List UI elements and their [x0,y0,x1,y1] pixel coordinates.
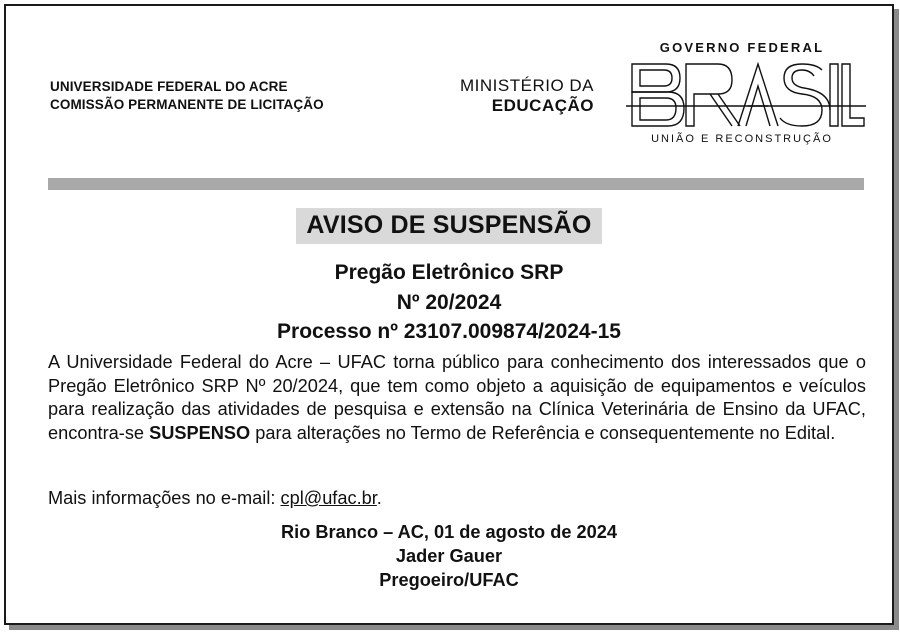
suspended-emphasis: SUSPENSO [149,422,251,443]
body-text-part2: para alterações no Termo de Referência e consequentemente no Edital. [250,422,836,443]
body-text-part1: A Universidade Federal do Acre – UFAC torna público para conhecimento dos interessados que o Pregão Eletrônico SRP Nº 20/2024, que tem como objeto a aquisição de equipamentos e veículos para realização das atividades de pesquisa e extensão na Clínica Veterinária de Ensino da UFAC, encontra-se [48,352,866,443]
ministry-education: EDUCAÇÃO [491,96,595,115]
notice-title: AVISO DE SUSPENSÃO [296,208,601,244]
more-info-period: . [376,488,382,508]
notice-body [48,351,866,445]
signer-name: Jader Gauer [395,546,503,566]
header-divider [48,178,864,190]
auction-type: Pregão Eletrônico SRP [334,261,564,284]
institution-block [50,78,324,114]
gov-federal-label: GOVERNO FEDERAL [659,40,825,55]
ministry-logo [460,76,594,116]
gov-slogan: UNIÃO E RECONSTRUÇÃO [651,133,833,145]
commission-name: COMISSÃO PERMANENTE DE LICITAÇÃO [50,97,324,112]
email-link[interactable]: cpl@ufac.br [280,488,377,508]
ministry-line: MINISTÉRIO DA [460,76,595,95]
notice-document [4,4,894,625]
more-info [48,488,382,509]
process-number: Processo nº 23107.009874/2024-15 [277,320,621,343]
place-date: Rio Branco – AC, 01 de agosto de 2024 [281,522,617,542]
title-wrapper [6,208,892,244]
more-info-label: Mais informações no e-mail: [48,488,281,508]
brasil-logo-icon [626,60,866,130]
signer-role: Pregoeiro/UFAC [379,570,519,590]
auction-number: Nº 20/2024 [396,291,502,314]
institution-name: UNIVERSIDADE FEDERAL DO ACRE [50,79,288,94]
